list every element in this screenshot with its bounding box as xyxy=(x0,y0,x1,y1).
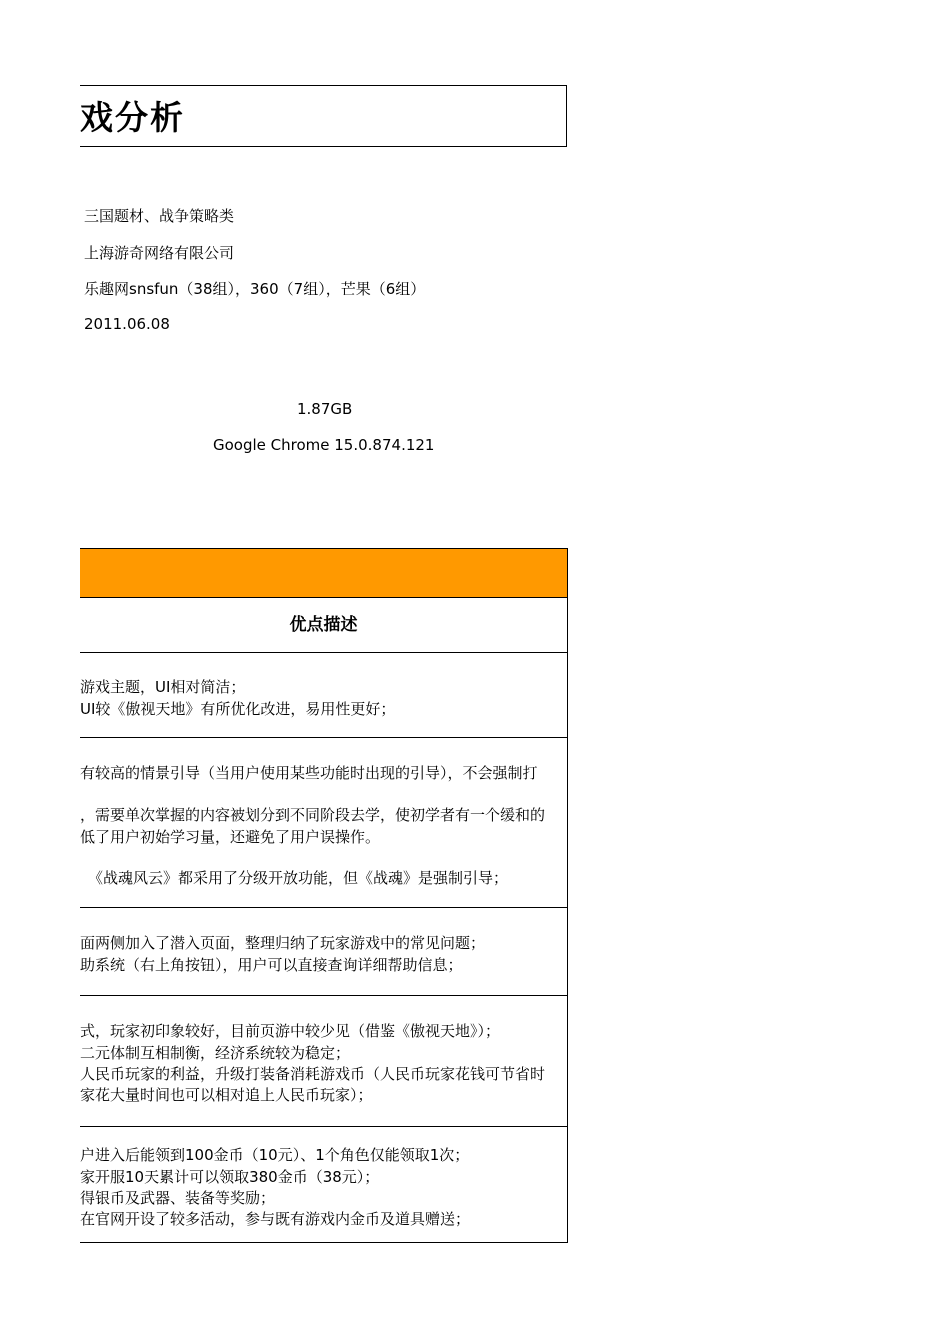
row-line: 在官网开设了较多活动，参与既有游戏内金币及道具赠送； xyxy=(80,1210,471,1228)
table-row xyxy=(80,908,567,996)
table-row xyxy=(80,738,567,908)
row-line: 低了用户初始学习量，还避免了用户误操作。 xyxy=(80,828,381,846)
advantages-table xyxy=(80,548,568,1243)
genre-value: 三国题材、战争策略类 xyxy=(84,207,235,225)
date-value: 2011.06.08 xyxy=(84,315,170,333)
row-line: 游戏主题，UI相对简洁； xyxy=(80,678,246,696)
developer-value: 上海游奇网络有限公司 xyxy=(84,244,235,262)
row-line: 式，玩家初印象较好，目前页游中较少见（借鉴《傲视天地》）； xyxy=(80,1022,501,1040)
title-box xyxy=(80,85,567,147)
row-line: 《战魂风云》都采用了分级开放功能，但《战魂》是强制引导； xyxy=(88,869,509,887)
row-line: 二元体制互相制衡，经济系统较为稳定； xyxy=(80,1044,351,1062)
row-line: 面两侧加入了潜入页面，整理归纳了玩家游戏中的常见问题； xyxy=(80,934,486,952)
row-line: 有较高的情景引导（当用户使用某些功能时出现的引导），不会强制打 xyxy=(80,764,538,782)
row-line: 人民币玩家的利益，升级打装备消耗游戏币（人民币玩家花钱可节省时 xyxy=(80,1065,546,1083)
table-header: 优点描述 xyxy=(80,598,567,653)
table-banner xyxy=(80,549,567,598)
row-line: 家开服10天累计可以领取380金币（38元）； xyxy=(80,1168,380,1186)
page-title: 戏分析 xyxy=(80,98,185,137)
row-line: 得银币及武器、装备等奖励； xyxy=(80,1189,276,1207)
row-line: 家花大量时间也可以相对追上人民币玩家）； xyxy=(80,1086,373,1104)
memory-value: 1.87GB xyxy=(297,400,353,418)
table-row xyxy=(80,996,567,1127)
platforms-value: 乐趣网snsfun（38组），360（7组），芒果（6组） xyxy=(84,280,426,298)
row-line: 户进入后能领到100金币（10元）、1个角色仅能领取1次； xyxy=(80,1146,470,1164)
row-line: UI较《傲视天地》有所优化改进，易用性更好； xyxy=(80,700,396,718)
table-row xyxy=(80,653,567,738)
table-row xyxy=(80,1127,567,1242)
row-line: 助系统（右上角按钮），用户可以直接查询详细帮助信息； xyxy=(80,956,463,974)
browser-value: Google Chrome 15.0.874.121 xyxy=(213,436,435,454)
row-line: ，需要单次掌握的内容被划分到不同阶段去学，使初学者有一个缓和的 xyxy=(80,806,546,824)
